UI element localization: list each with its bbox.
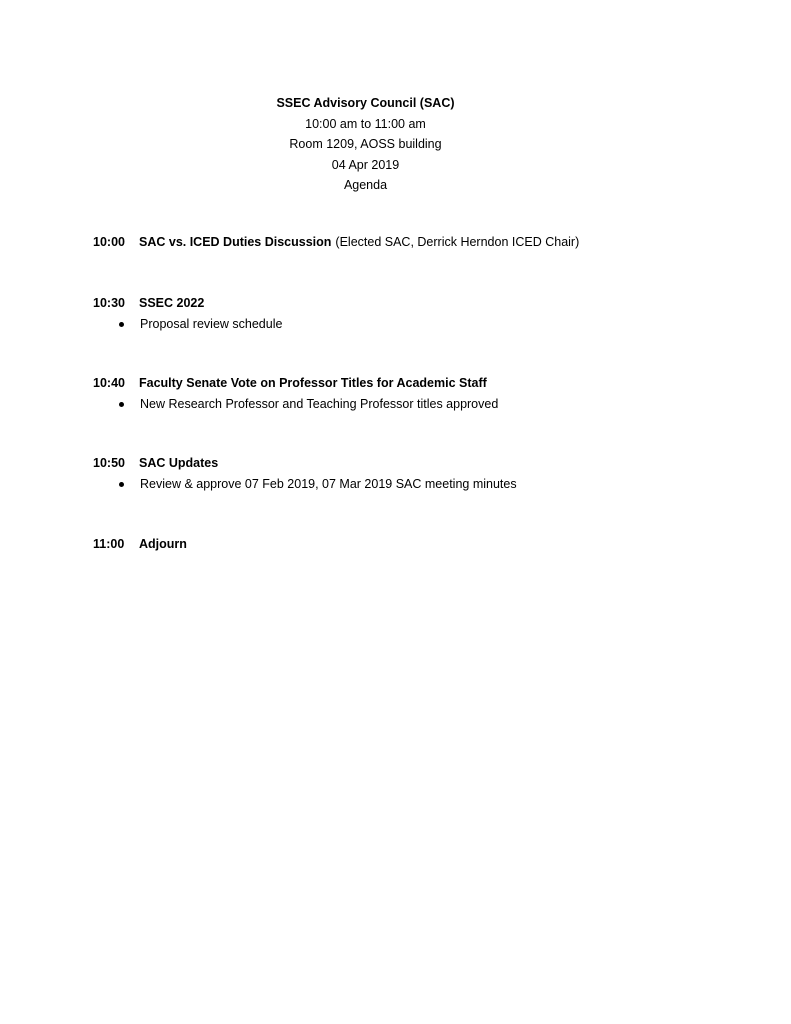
agenda-item-time: 10:40	[93, 376, 125, 390]
agenda-heading: Agenda	[343, 178, 388, 192]
list-item	[93, 474, 733, 494]
agenda-item-1000	[93, 232, 733, 252]
agenda-item-bullets	[93, 314, 733, 334]
meeting-date: 04 Apr 2019	[331, 157, 400, 172]
agenda-item-1040	[93, 373, 733, 414]
agenda-item-time: 10:50	[93, 456, 125, 470]
agenda-item-1050	[93, 453, 733, 494]
bullet-icon	[119, 482, 124, 487]
list-item	[93, 394, 733, 414]
bullet-icon	[119, 322, 124, 327]
document-header	[0, 93, 731, 196]
agenda-item-1100	[93, 534, 733, 554]
agenda-item-title: SAC Updates	[139, 456, 219, 470]
agenda-item-title: Adjourn	[139, 537, 187, 551]
agenda-item-time: 11:00	[93, 537, 125, 551]
agenda-item-time: 10:00	[93, 235, 125, 249]
bullet-text: Proposal review schedule	[140, 317, 283, 331]
agenda-item-note: (Elected SAC, Derrick Herndon ICED Chair)	[335, 235, 580, 249]
agenda-item-title: Faculty Senate Vote on Professor Titles for Academic Staff	[139, 376, 487, 390]
agenda-item-bullets	[93, 474, 733, 494]
agenda-item-bullets	[93, 394, 733, 414]
meeting-time: 10:00 am to 11:00 am	[305, 116, 426, 131]
bullet-text: Review & approve 07 Feb 2019, 07 Mar 2019 SAC meeting minutes	[140, 477, 517, 491]
meeting-title: SSEC Advisory Council (SAC)	[276, 96, 455, 110]
agenda-item-time: 10:30	[93, 296, 125, 310]
agenda-item-title: SAC vs. ICED Duties Discussion	[139, 235, 332, 249]
list-item	[93, 314, 733, 334]
meeting-location: Room 1209, AOSS building	[289, 137, 442, 151]
agenda-item-1030	[93, 293, 733, 334]
bullet-icon	[119, 402, 124, 407]
agenda-item-title: SSEC 2022	[139, 296, 205, 310]
bullet-text: New Research Professor and Teaching Professor titles approved	[140, 397, 499, 411]
